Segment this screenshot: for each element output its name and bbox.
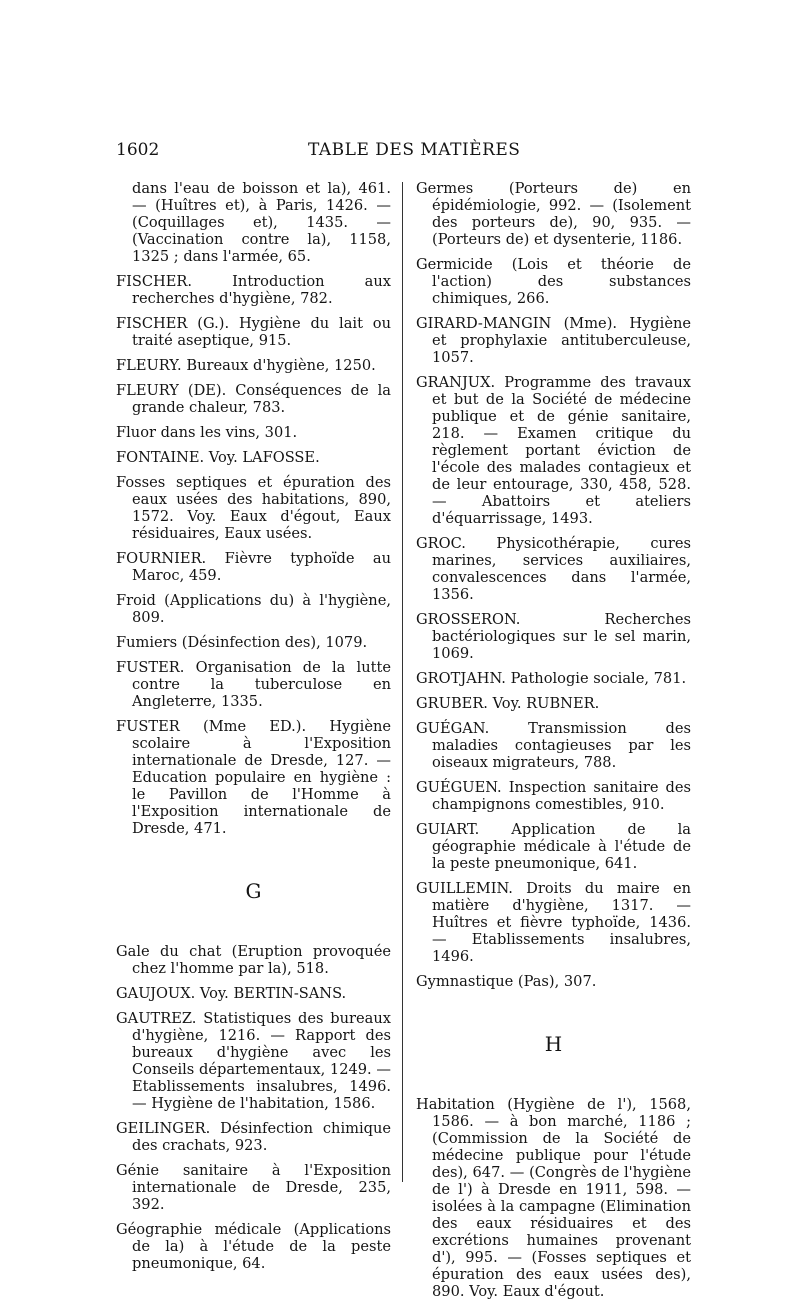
index-entry: GEILINGER. Désinfection chimique des crachats, 923.: [116, 1120, 391, 1154]
index-entry: FLEURY (DE). Conséquences de la grande chaleur, 783.: [116, 382, 391, 416]
index-entry: GAUJOUX. Voy. BERTIN-SANS.: [116, 985, 347, 1002]
index-entry: Germicide (Lois et théorie de l'action) des substances chimiques, 266.: [416, 256, 691, 307]
index-entry: GROTJAHN. Pathologie sociale, 781.: [416, 670, 687, 687]
index-entry: GROSSERON. Recherches bactériologiques sur le sel marin, 1069.: [416, 611, 691, 662]
index-entry: Génie sanitaire à l'Exposition internationale de Dresde, 235, 392.: [116, 1162, 391, 1213]
running-head: TABLE DES MATIÈRES: [308, 140, 521, 160]
index-entry: Gymnastique (Pas), 307.: [416, 973, 597, 990]
index-entry: dans l'eau de boisson et la), 461. — (Huîtres et), à Paris, 1426. — (Coquillages et), 1435. — (Vaccination contre la), 1158, 1325 ; dans l'armée, 65.: [132, 180, 391, 265]
index-entry: GRUBER. Voy. RUBNER.: [416, 695, 600, 712]
page-number: 1602: [116, 140, 160, 160]
index-entry: FISCHER. Introduction aux recherches d'hygiène, 782.: [116, 273, 391, 307]
index-entry: GUÉGAN. Transmission des maladies contagieuses par les oiseaux migrateurs, 788.: [416, 720, 691, 771]
index-entry: Froid (Applications du) à l'hygiène, 809.: [116, 592, 391, 626]
index-entry: FUSTER. Organisation de la lutte contre la tuberculose en Angleterre, 1335.: [116, 659, 391, 710]
column-divider: [402, 182, 403, 1182]
index-entry: GIRARD-MANGIN (Mme). Hygiène et prophylaxie antituberculeuse, 1057.: [416, 315, 691, 366]
index-entry: Fosses septiques et épuration des eaux usées des habitations, 890, 1572. Voy. Eaux d'égout, Eaux résiduaires, Eaux usées.: [116, 474, 391, 542]
section-letter-g: G: [245, 879, 262, 903]
index-entry: GUIART. Application de la géographie médicale à l'étude de la peste pneumonique, 641.: [416, 821, 691, 872]
index-entry: Germes (Porteurs de) en épidémiologie, 992. — (Isolement des porteurs de), 90, 935. — (Porteurs de) et dysenterie, 1186.: [416, 180, 691, 248]
index-entry: Habitation (Hygiène de l'), 1568, 1586. — à bon marché, 1186 ; (Commission de la Société de médecine publique pour l'étude des), 647. — (Congrès de l'hygiène de l') à Dresde en 1911, 598. — isolées à la campagne (Elimination des eaux résiduaires et des excrétions humaines provenant d'), 995. — (Fosses septiques et épuration des eaux usées des), 890. Voy. Eaux d'égout.: [416, 1096, 691, 1300]
index-entry: GROC. Physicothérapie, cures marines, services auxiliaires, convalescences dans l'armée, 1356.: [416, 535, 691, 603]
index-entry: GRANJUX. Programme des travaux et but de la Société de médecine publique et de génie sanitaire, 218. — Examen critique du règlement portant éviction de l'école des malades contagieux et de leur entourage, 330, 458, 528. — Abattoirs et ateliers d'équarrissage, 1493.: [416, 374, 691, 527]
index-entry: FLEURY. Bureaux d'hygiène, 1250.: [116, 357, 376, 374]
index-entry: Fumiers (Désinfection des), 1079.: [116, 634, 368, 651]
right-column: [416, 180, 691, 1308]
index-entry: FONTAINE. Voy. LAFOSSE.: [116, 449, 320, 466]
index-entry: FUSTER (Mme ED.). Hygiène scolaire à l'Exposition internationale de Dresde, 127. — Education populaire en hygiène : le Pavillon de l'Homme à l'Exposition internationale de Dresde, 471.: [116, 718, 391, 837]
index-entry: Gale du chat (Eruption provoquée chez l'homme par la), 518.: [116, 943, 391, 977]
index-entry: Fluor dans les vins, 301.: [116, 424, 298, 441]
index-entry: GUÉGUEN. Inspection sanitaire des champignons comestibles, 910.: [416, 779, 691, 813]
index-entry: Géographie médicale (Applications de la) à l'étude de la peste pneumonique, 64.: [116, 1221, 391, 1272]
index-entry: FOURNIER. Fièvre typhoïde au Maroc, 459.: [116, 550, 391, 584]
index-entry: GAUTREZ. Statistiques des bureaux d'hygiène, 1216. — Rapport des bureaux d'hygiène avec les Conseils départementaux, 1249. — Etablissements insalubres, 1496. — Hygiène de l'habitation, 1586.: [116, 1010, 391, 1112]
index-entry: FISCHER (G.). Hygiène du lait ou traité aseptique, 915.: [116, 315, 391, 349]
left-column: [116, 180, 391, 1280]
section-letter-h: H: [544, 1032, 563, 1056]
index-entry: GUILLEMIN. Droits du maire en matière d'hygiène, 1317. — Huîtres et fièvre typhoïde, 1436. — Etablissements insalubres, 1496.: [416, 880, 691, 965]
